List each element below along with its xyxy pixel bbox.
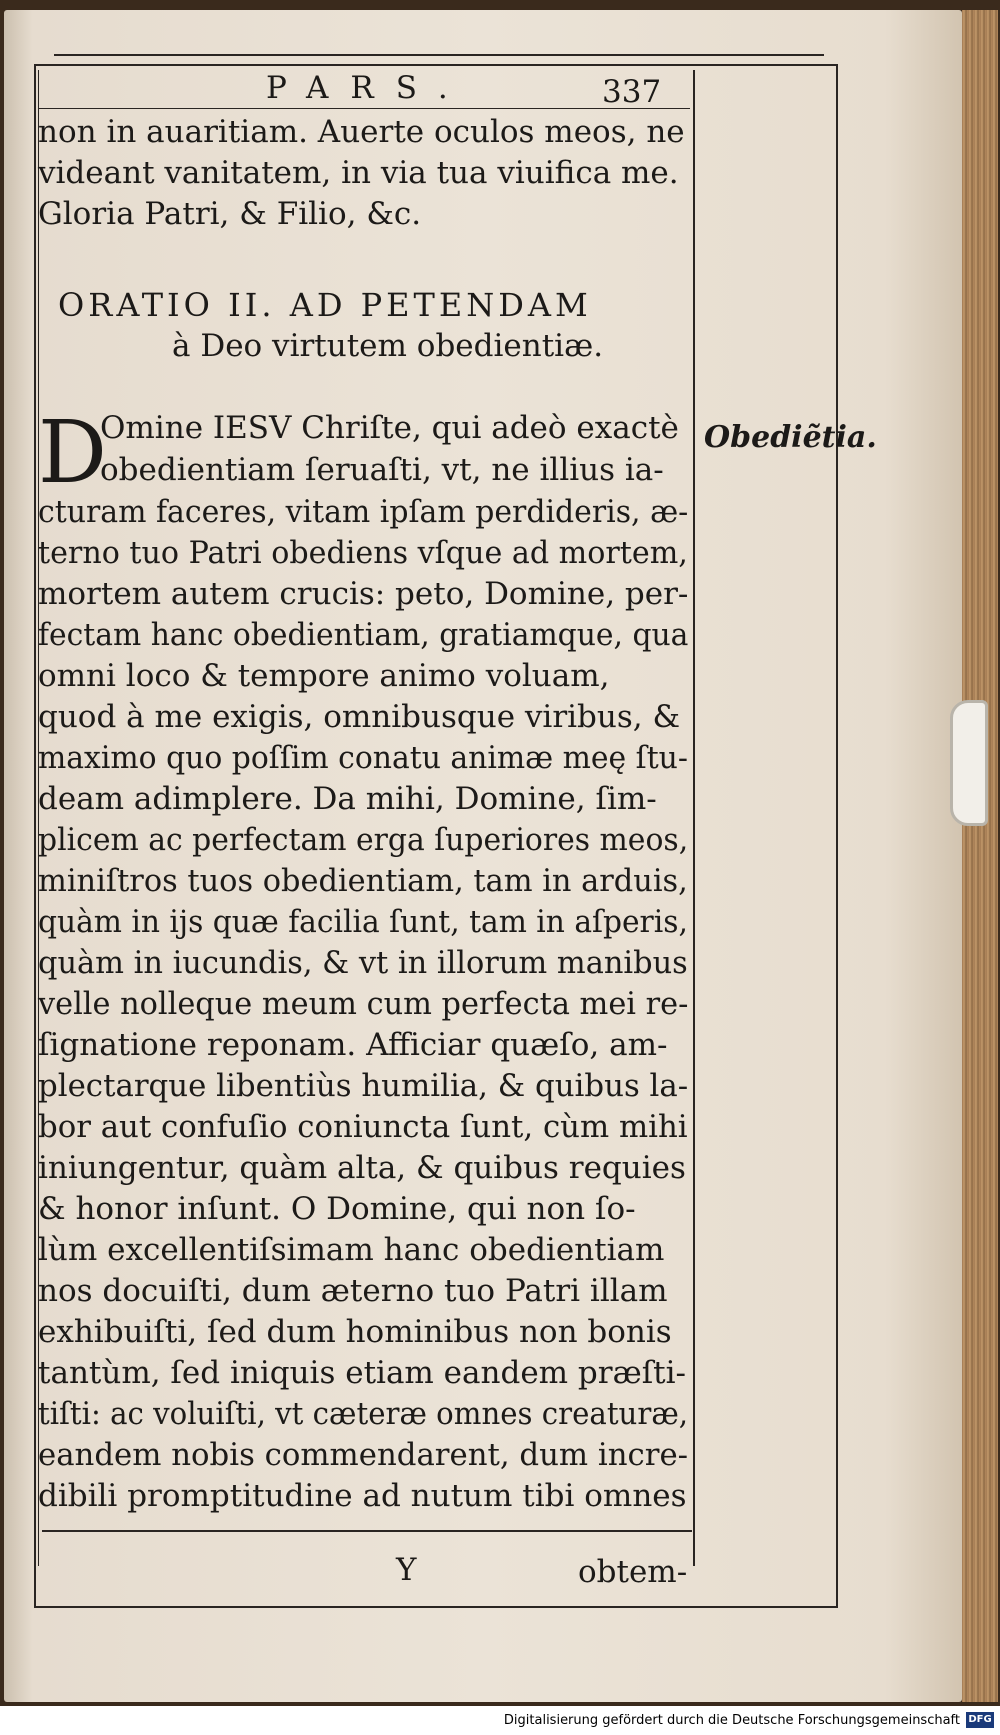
running-head: PARS.: [266, 70, 470, 106]
book-page: [4, 10, 962, 1702]
text-line: fectam hanc obedientiam, gratiamque, qua: [38, 617, 689, 653]
text-line: plicem ac perfectam erga ſuperiores meos,: [38, 822, 689, 858]
text-line: ſignatione reponam. Afficiar quæſo, am-: [38, 1027, 668, 1063]
text-line: videant vanitatem, in via tua viuifica me.: [38, 155, 679, 191]
text-line: cturam faceres, vitam ipſam perdideris, æ-: [38, 494, 689, 530]
text-line: Gloria Patri, & Filio, &c.: [38, 196, 422, 232]
text-line: iniungentur, quàm alta, & quibus requies: [38, 1150, 686, 1186]
text-line: velle nolleque meum cum perfecta mei re-: [38, 986, 689, 1022]
text-line: nos docuiſti, dum æterno tuo Patri illam: [38, 1273, 668, 1309]
text-line: & honor inſunt. O Domine, qui non ſo-: [38, 1191, 636, 1227]
text-line: maximo quo poſſim conatu animæ meę ſtu-: [38, 740, 688, 776]
footer-credit: Digitalisierung gefördert durch die Deutsche Forschungsgemeinschaft: [503, 1713, 960, 1728]
top-rule: [54, 54, 824, 56]
text-line: quod à me exigis, omnibusque viribus, &: [38, 699, 681, 735]
book-fore-edge: [962, 10, 998, 1702]
head-rule: [38, 108, 690, 109]
page-number: 337: [602, 74, 662, 110]
text-line: dibili promptitudine ad nutum tibi omnes: [38, 1478, 687, 1514]
prayer-title: ORATIO II. AD PETENDAM: [58, 286, 592, 324]
text-line: exhibuiſti, ſed dum hominibus non bonis: [38, 1314, 672, 1350]
text-line: mortem autem crucis: peto, Domine, per-: [38, 576, 689, 612]
prayer-subtitle: à Deo virtutem obedientiæ.: [172, 328, 604, 364]
drop-cap: D: [38, 403, 107, 503]
text-line: quàm in ijs quæ facilia ſunt, tam in aſperis,: [38, 904, 688, 940]
signature-mark: Y: [396, 1552, 417, 1588]
text-line: bor aut confuſio coniuncta ſunt, cùm mihi: [38, 1109, 688, 1145]
footer-bar: [0, 1706, 1000, 1735]
text-line: omni loco & tempore animo voluam,: [38, 658, 610, 694]
text-line: tantùm, ſed iniquis etiam eandem præſti-: [38, 1355, 687, 1391]
bottom-rule: [42, 1530, 692, 1532]
text-line: lùm excellentiſsimam hanc obedientiam: [38, 1232, 665, 1268]
text-line: plectarque libentiùs humilia, & quibus la-: [38, 1068, 689, 1104]
margin-note: Obediẽtia.: [704, 420, 877, 455]
text-line: miniſtros tuos obedientiam, tam in arduis,: [38, 863, 688, 899]
text-line: non in auaritiam. Auerte oculos meos, ne: [38, 114, 685, 150]
text-line: deam adimplere. Da mihi, Domine, ſim-: [38, 781, 657, 817]
text-line: Omine IESV Chriſte, qui adeò exactè: [100, 410, 679, 446]
catchword: obtem-: [578, 1554, 688, 1590]
text-line: terno tuo Patri obediens vſque ad mortem,: [38, 535, 688, 571]
dfg-logo-icon: DFG: [966, 1712, 994, 1728]
page-clip: [950, 700, 988, 826]
text-line: obedientiam ſeruaſti, vt, ne illius ia-: [100, 452, 664, 488]
text-line: tiſti: ac voluiſti, vt cæteræ omnes creaturæ,: [38, 1396, 689, 1432]
text-line: eandem nobis commendarent, dum incre-: [38, 1437, 689, 1473]
text-line: quàm in iucundis, & vt in illorum manibus: [38, 945, 688, 981]
